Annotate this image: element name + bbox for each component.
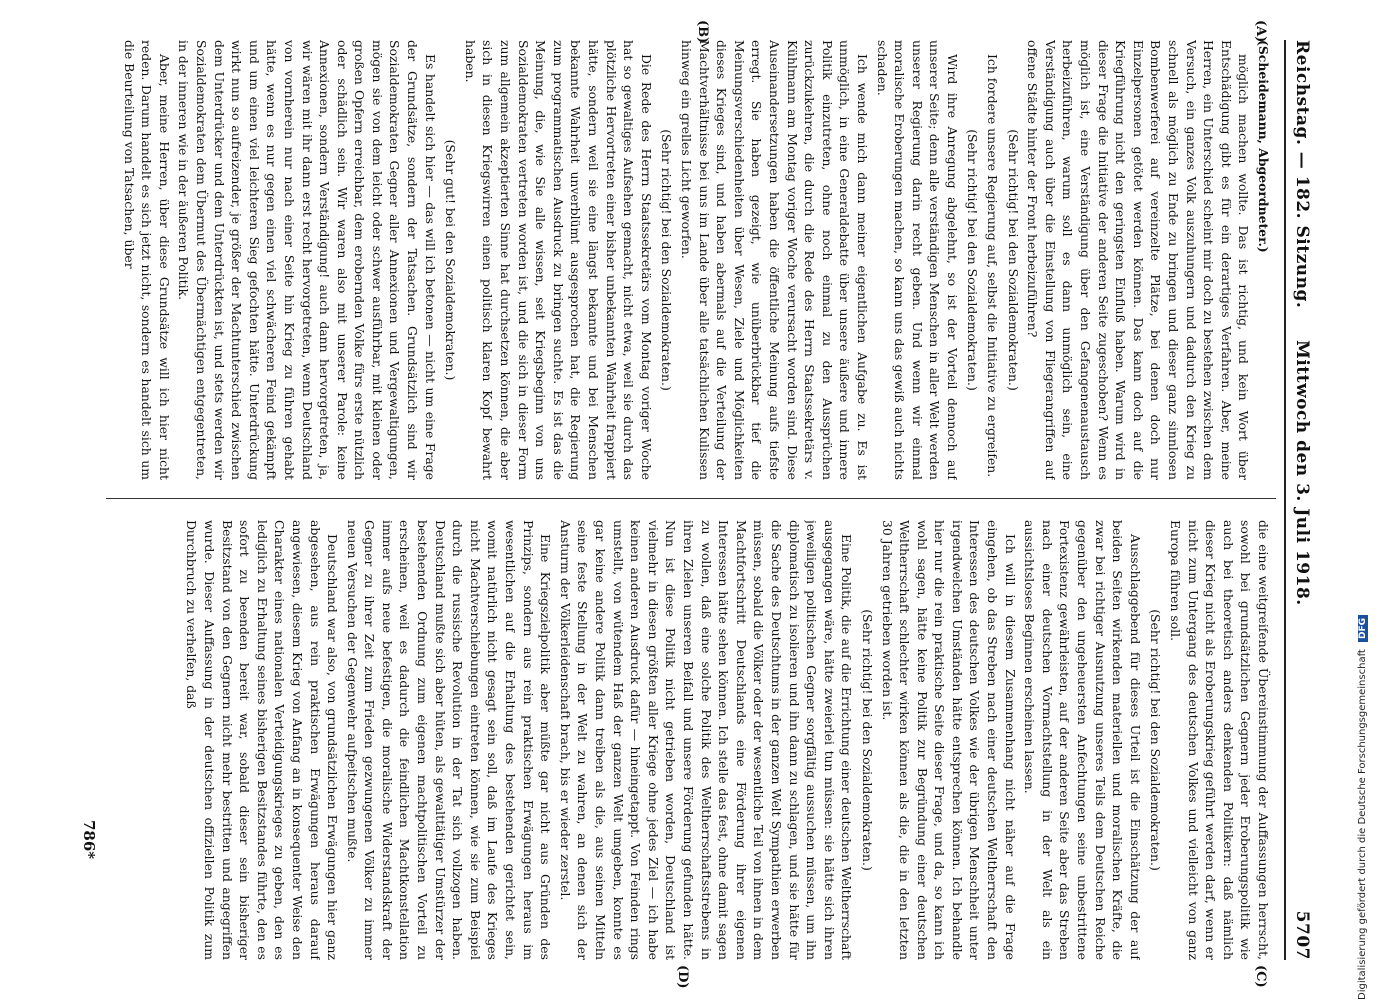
header-page-number: 5707 xyxy=(1292,910,1312,960)
paragraph: Deutschland war also, von grundsätzlichen Erwägungen hier ganz abgesehen, aus rein praktischen Erwägungen heraus darauf angewiesen, diesem Krieg von Anfang an in konsequenter Weise den Charakter eines nationalen Verteidigungskrieges zu geben, den es lediglich zu Erhaltung seines bisherigen Besitzstandes führte, den es sofort zu beenden bereit war, sobald dieser sein bisheriger Besitzstand von den Gegnern nicht mehr bestritten und angegriffen wurde. Dieser Auffassung in der deutschen offiziellen Politik zum Durchbruch zu verhelfen, daß xyxy=(184,520,341,960)
paragraph: Eine Politik, die auf die Errichtung einer deutschen Weltherrschaft ausgegangen wäre, hätte zweierlei tun müssen: sie hätte sich ihren jeweiligen politischen Gegner sorgfältig aussuchen müssen, um ihn diplomatisch zu isolieren und ihn dann zu schlagen, und sie hätte für die Sache des Deutschtums in der ganzen Welt Sympathien erwerben müssen, sobald die Völker oder der wesentliche Teil von ihnen in dem Machtfortschritt Deutschlands eine Förderung ihrer eigenen Interessen hätte sehen können. Ich stelle das fest, ohne damit sagen zu wollen, daß eine solche Politik des Weltherrschaftsstrebens in ihren Zielen unseren Beifall und unsere Förderung gefunden hätte. Nun ist diese Politik nicht getrieben worden, Deutschland ist vielmehr in diesen größten aller Kriege ohne jedes Ziel — ich habe keinen anderen Ausdruck dafür — hineingetappt. Von Feinden rings umstellt, von wütendem Haß der ganzen Welt umgeben, konnte es gar keine andere Politik dann treiben als die, aus seinen Mitteln seine feste Stellung in der Welt zu wahren, an denen sich der Ansturm der Völkerleidenschaft brach, bis er wieder zerstel. xyxy=(557,520,855,960)
right-text-column xyxy=(112,520,1272,960)
paragraph: Die Rede des Herrn Staatssekretärs vom Montag voriger Woche hat so gewaltiges Aufsehen gemacht, nicht etwa, weil sie durch das plötzliche Hervortreten einer bisher unbekannten Wahrheit frappiert hätte, sondern weil sie eine längst bekannte und bei Menschen bekannte Wahrheit unverblümt ausgesprochen hat, die Regierung zum programmatischen Ausdruck zu bringen suchte. Es ist das die Meinung, die, wie Sie alle wissen, seit Kriegsbeginn von uns Sozialdemokraten vertreten worden ist, und die sich in dieser Form zum allgemein akzeptierten Sinne hat durchsetzen können, die aber sich in diesen Kriegswirren einen politisch klaren Kopf bewahrt haben. xyxy=(462,40,654,480)
paragraph: Aber, meine Herren, über diese Grundsätze will ich hier nicht reden. Darum handelt es sich jetzt nicht, sondern es handelt sich um die Beurteilung von Tatsachen, über xyxy=(121,40,172,480)
paragraph: Ich will in diesem Zusammenhang nicht näher auf die Frage eingehen, ob das Streben nach einer deutschen Weltherrschaft den Interessen des deutschen Volkes wie der übrigen Menschheit unter irgendwelchen Umständen hätte entsprechen können. Ich behandle hier nur die rein praktische Seite dieser Frage, und da, so kann ich wohl sagen, hätte keine Politik zur Begründung einer deutschen Weltherrschaft schlechter wirken können als die, die in den letzten 30 Jahren getrieben worden ist. xyxy=(879,520,1018,960)
paragraph: Ausschlaggebend für dieses Urteil ist die Einschätzung der auf beiden Seiten wirkenden materiellen und moralischen Kräfte, die zwar bei richtiger Ausnutzung unseres Teils dem Deutschen Reiche gegenüber den ungeheuersten Anfechtungen seine unbestrittene Fortexistenz gewährleisten, auf der anderen Seite aber das Streben nach einer deutschen Vormachtstellung in der Welt als ein aussichtsloses Beginnen erscheinen lassen. xyxy=(1022,520,1143,960)
margin-mark-d: (D) xyxy=(675,965,690,989)
paragraph: Es handelt sich hier — das will ich betonen — nicht um eine Frage der Grundsätze, sondern der Tatsachen. Grundsätzlich sind wir Sozialdemokraten Gegner aller Annexionen und Vergewaltigungen, mögen sie von dem leicht oder schwer ausführbar, mit kleinen oder großen Opfern erreichbar, dem erobernden Volke fürs erste nützlich oder schädlich sein. Wir waren also mit unserer Parole: keine Annexionen, sondern Verständigung! auch dann hervorgetreten, ja, wir wären mit ihr dann erst recht hervorgetreten, wenn Deutschland von vornherein nur nach einer Seite hin Krieg zu führen gehabt hätte, wenn es nur gegen einen viel schwächeren Feind gekämpft und um einen viel leichteren Sieg gefochten hätte. Unterdrückung wirkt nun so aufreizender, je größer der Machtunterschied zwischen dem Unterdrücker und dem Unterdrückten ist, und stets werden wir Sozialdemokraten dem Übermut des Übermächtigen entgegentreten, in der inneren wie in der äußeren Politik. xyxy=(176,40,438,480)
paragraph: möglich machen wollte. Das ist richtig, und kein Wort über Entschädigung gibt es für ein derartiges Verfahren. Aber, meine Herren, ein Unterschied scheint mir doch zu bestehen zwischen dem Versuch, ein ganzes Volk auszuhungern und dadurch den Krieg zu schnell als möglich zu Ende zu bringen und dieser ganz sinnlosen Bombenwerferei auf vereinzelte Plätze, bei denen doch nur Einzelpersonen getötet werden können. Das kann doch auf die Kriegführung nicht den geringsten Einfluß haben. Warum wird in dieser Frage die Initiative der anderen Seite zugeschoben? Wenn es möglich ist, eine Verständigung über den Gefangenenaustausch herbeizuführen, warum soll es dann unmöglich sein, eine Verständigung auch über die Einstellung von Fliegerangriffen auf offene Städte hinter der Front herbeizuführen? xyxy=(1025,40,1252,480)
margin-mark-b: (B) xyxy=(695,20,710,44)
digitization-text: Digitalisierung gefördert durch die Deutsche Forschungsgemeinschaft xyxy=(1357,649,1368,1000)
paragraph: Wird ihre Anregung abgelehnt, so ist der Vorteil dennoch auf unserer Seite; denn alle verständigen Menschen in aller Welt werden unserer Regierung darin recht geben. Und wenn wir einmal moralische Eroberungen machen, so kann uns das gewiß auch nichts schaden. xyxy=(874,40,960,480)
interjection-note: (Sehr richtig! bei den Sozialdemokraten.) xyxy=(659,129,675,391)
header-left: Reichstag. — 182. Sitzung. xyxy=(1292,40,1312,309)
header-date: Mittwoch den 3. Juli 1918. xyxy=(1292,340,1312,606)
margin-mark-c: (C) xyxy=(1253,965,1268,988)
column-divider xyxy=(106,498,1276,499)
interjection-note: (Sehr richtig! bei den Sozialdemokraten.) xyxy=(859,609,875,871)
page-header xyxy=(1284,40,1318,960)
margin-mark-a: (A) xyxy=(1253,20,1268,43)
dfg-logo: DFG xyxy=(1358,615,1368,642)
left-text-column xyxy=(112,40,1272,480)
interjection-note: (Sehr richtig! bei den Sozialdemokraten.) xyxy=(1148,609,1164,871)
paragraph: Eine Kriegszielpolitik aber müßte gar nicht aus Gründen des Prinzips, sondern aus rein praktischen Erwägungen heraus im wesentlichen auf die Erhaltung des bestehenden gerichtet sein, womit natürlich nicht gesagt sein soll, daß im Laufe des Krieges nicht Machtverschiebungen eintreten können, wie sie zum Beispiel durch die russische Revolution in der Tat sich vollzogen haben. Deutschland mußte sich aber hüten, als gewalttätiger Umstürzer der bestehenden Ordnung zum eigenen machtpolitischen Vorteil zu erscheinen, weil es dadurch die feindlichen Machtkonstellation immer aufs neue befestigen, die moralische Widerstandskraft der Gegner zu ihrer Zeit zum Frieden gezwungenen Völker zu immer neuen Versuchen der Gegenwehr aufpeitschen mußte. xyxy=(344,520,554,960)
paragraph: Ich wende mich dann meiner eigentlichen Aufgabe zu. Es ist unmöglich, in eine Generaldebatte über unsere äußere und innere Politik einzutreten, ohne noch einmal zu den Aussprüchen zurückzukehren, die durch die Rede des Herrn Staatssekretärs v. Kühlmann am Montag voriger Woche verursacht worden sind. Diese Auseinandersetzungen haben die öffentliche Meinung aufs tiefste erregt. Sie haben gezeigt, wie unüberbrückbar tief die Meinungsverschiedenheiten über Wesen, Ziele und Möglichkeiten dieses Krieges sind, und haben abermals auf die Verteilung der Machtverhältnisse bei uns im Lande über alle tatsächlichen Kulissen hinweg ein grelles Licht geworfen. xyxy=(679,40,870,480)
interjection-note: (Sehr richtig! bei den Sozialdemokraten.) xyxy=(965,129,981,391)
interjection-note: (Sehr richtig! bei den Sozialdemokraten.) xyxy=(1005,129,1021,391)
speaker-label: (Scheidemann, Abgeordneter.) xyxy=(1256,40,1271,253)
paragraph: die eine weitgreifende Übereinstimmung der Auffassungen herrscht, sowohl bei grundsätzlichen Gegnern jeder Eroberungspolitik wie auch bei theoretisch anders denkenden Politikern: daß nämlich dieser Krieg nicht als Eroberungskrieg geführt werden darf, wenn er nicht zum Untergang des deutschen Volkes und vielleicht von ganz Europa führen soll. xyxy=(1168,520,1271,960)
paragraph: Ich fordere unsere Regierung auf, selbst die Initiative zu ergreifen. xyxy=(985,54,1001,478)
page-footer-number: 786* xyxy=(80,820,98,860)
interjection-note: (Sehr gut! bei den Sozialdemokraten.) xyxy=(443,139,459,381)
digitization-note xyxy=(1357,0,1368,1000)
